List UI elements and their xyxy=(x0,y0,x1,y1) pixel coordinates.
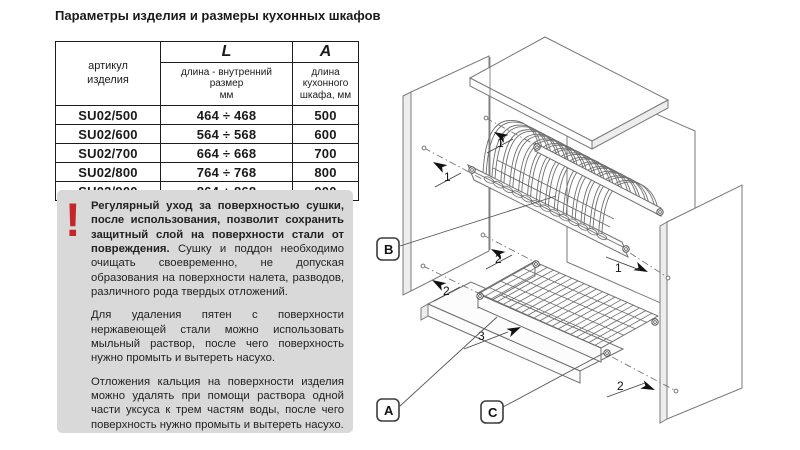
badge-B: B xyxy=(384,242,394,257)
col-L-header: L xyxy=(161,42,293,63)
page-title: Параметры изделия и размеры кухонных шкафов xyxy=(55,8,381,23)
assembly-diagram xyxy=(370,20,800,445)
table-header-row xyxy=(56,42,359,63)
callout-1: 1 xyxy=(497,136,504,150)
note-paragraph-1-rest: Сушку и поддон необходимо очищать своевременно, не допуская образования на поверхности налета, разводов, различного рода твердых отложений. xyxy=(91,243,344,299)
table-row xyxy=(56,163,359,182)
col-L-subtitle-line1: длина - внутренний размер xyxy=(181,66,272,90)
note-paragraph-1 xyxy=(91,199,344,299)
callout-2: 2 xyxy=(617,379,624,393)
col-A-header: A xyxy=(293,42,359,63)
table-row xyxy=(56,144,359,163)
col-article-line1: артикул xyxy=(88,59,128,72)
cell-length: 564 ÷ 568 xyxy=(161,125,293,144)
cell-length: 764 ÷ 768 xyxy=(161,163,293,182)
col-L-subtitle xyxy=(161,63,293,106)
table-row xyxy=(56,106,359,125)
care-note-panel xyxy=(57,190,353,433)
cell-cabinet: 600 xyxy=(293,125,359,144)
callout-3: 3 xyxy=(478,329,485,343)
col-A-subtitle: длина кухонного шкафа, мм xyxy=(293,63,359,106)
col-L-subtitle-line2: мм xyxy=(219,89,234,101)
warning-exclamation-icon: ! xyxy=(65,193,81,246)
cell-cabinet: 700 xyxy=(293,144,359,163)
cell-length: 664 ÷ 668 xyxy=(161,144,293,163)
cell-article: SU02/500 xyxy=(56,106,161,125)
cell-cabinet: 800 xyxy=(293,163,359,182)
callout-1: 1 xyxy=(444,170,451,184)
callout-2: 2 xyxy=(495,252,502,266)
cell-article: SU02/600 xyxy=(56,125,161,144)
cell-article: SU02/800 xyxy=(56,163,161,182)
note-paragraph-3: Отложения кальция на поверхности изделия можно удалять при помощи раствора одной части уксуса к трем частям воды, после чего поверхность нужно промыть и вытереть насухо. xyxy=(91,375,344,431)
cell-length: 464 ÷ 468 xyxy=(161,106,293,125)
note-paragraph-2: Для удаления пятен с поверхности нержавеющей стали можно использовать мыльный раствор, после чего поверхность нужно промыть и вытереть насухо. xyxy=(91,309,344,365)
cell-cabinet: 500 xyxy=(293,106,359,125)
dimensions-table xyxy=(55,41,359,201)
callout-1: 1 xyxy=(615,261,622,275)
badge-C: C xyxy=(488,405,498,420)
col-article-header xyxy=(56,42,161,106)
care-note-text xyxy=(91,199,344,432)
note-lead-bold: Регулярный уход за поверхностью сушки, после использования, позволит сохранить защитный слой на поверхности стали от повреждения. xyxy=(91,200,344,256)
cabinet-right-panel xyxy=(660,185,742,423)
table-row xyxy=(56,125,359,144)
badge-A: A xyxy=(384,403,394,418)
cell-article: SU02/700 xyxy=(56,144,161,163)
col-article-line2: изделия xyxy=(87,73,129,86)
callout-2: 2 xyxy=(443,284,450,298)
